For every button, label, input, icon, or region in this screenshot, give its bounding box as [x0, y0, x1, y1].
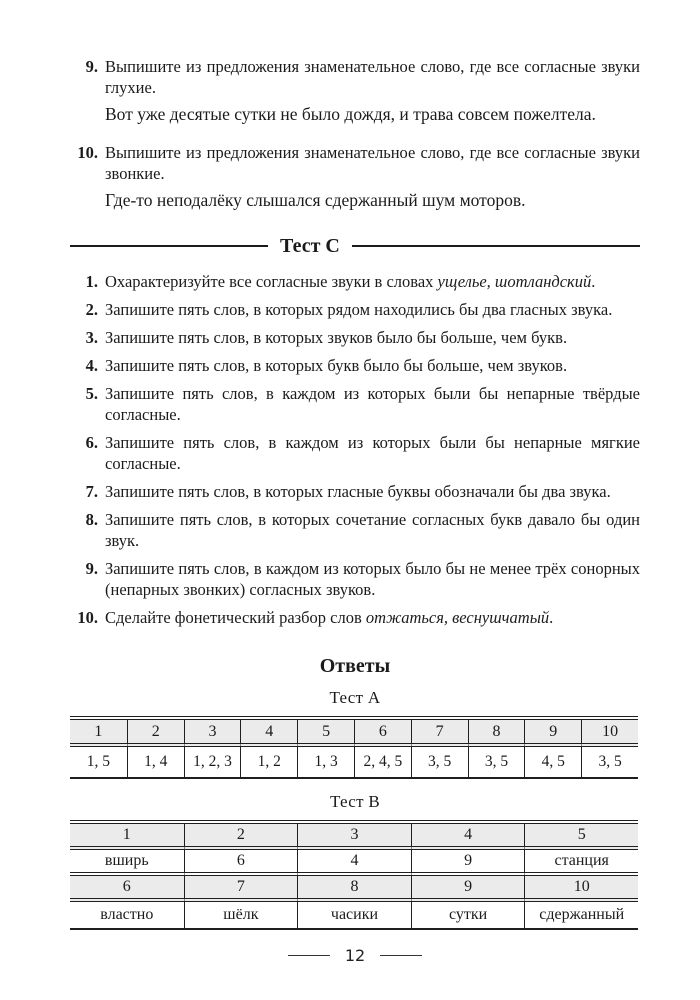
table-cell: 3, 5	[411, 747, 468, 777]
question-text: Запишите пять слов, в каждом из которых было бы не менее трёх сонорных (непарных звонких) согласных звуков.	[105, 559, 640, 599]
table-header-row	[70, 876, 638, 902]
table-cell: 1, 5	[86, 753, 111, 770]
table-header-cell: 2	[127, 720, 184, 747]
table-cell: 1, 4	[127, 747, 184, 777]
item-number: 2.	[85, 300, 98, 319]
table-header-cell: 6	[354, 720, 411, 747]
table-cell: 1, 2, 3	[184, 747, 241, 777]
item-number: 10.	[77, 143, 98, 162]
table-header-cell: 1	[70, 824, 184, 850]
table-cell: 4	[297, 850, 411, 876]
page-number: 12	[344, 946, 366, 965]
table-header-row	[70, 720, 638, 747]
table-cell: вширь	[70, 850, 184, 876]
table-header-cell: 8	[297, 876, 411, 902]
item-number: 10.	[77, 608, 98, 627]
item-number: 7.	[85, 482, 98, 501]
table-cell: шёлк	[184, 902, 298, 928]
table-header-cell: 9	[524, 720, 581, 747]
heading-rule-right	[352, 245, 640, 247]
section-title: Тест С	[280, 235, 340, 257]
intro-questions	[70, 56, 640, 212]
table-header-cell: 8	[468, 720, 525, 747]
test-c-item-6	[70, 432, 640, 474]
item-number: 6.	[85, 433, 98, 452]
question-text-suffix: .	[591, 272, 596, 291]
table-header-cell: 10	[581, 720, 638, 747]
table-cell: 1, 2	[240, 747, 297, 777]
table-cell: 6	[184, 850, 298, 876]
example-sentence: Вот уже десятые сутки не было дождя, и трава совсем пожелтела.	[105, 104, 596, 124]
answers-table-test-b	[70, 820, 638, 930]
item-number: 9.	[85, 559, 98, 578]
table-header-cell: 4	[411, 824, 525, 850]
question-text: Запишите пять слов, в которых рядом находились бы два гласных звука.	[105, 300, 613, 319]
question-text: Запишите пять слов, в которых гласные буквы обозначали бы два звука.	[105, 482, 611, 501]
question-text-part: Сделайте фонетический разбор слов	[105, 608, 366, 627]
test-c-item-3	[70, 327, 640, 348]
table-cell: 4, 5	[524, 747, 581, 777]
test-c-item-2	[70, 299, 640, 320]
item-number: 5.	[85, 384, 98, 403]
table-header-cell: 1	[70, 720, 127, 747]
table-cell: 9	[411, 850, 525, 876]
example-sentence: Где-то неподалёку слышался сдержанный шум моторов.	[105, 190, 526, 210]
table-header-cell: 7	[184, 876, 298, 902]
test-c-item-5	[70, 383, 640, 425]
table-header-cell: 2	[184, 824, 298, 850]
item-number: 4.	[85, 356, 98, 375]
question-text-suffix: .	[549, 608, 554, 627]
table-header-cell: 5	[524, 824, 638, 850]
table-row	[70, 902, 638, 928]
table-header-cell: 5	[297, 720, 354, 747]
question-text: Запишите пять слов, в каждом из которых были бы непарные твёрдые согласные.	[105, 384, 640, 424]
test-c-item-1	[70, 271, 640, 292]
footer-rule-right	[380, 955, 422, 957]
question-text: Запишите пять слов, в которых букв было бы больше, чем звуков.	[105, 356, 568, 375]
heading-rule-left	[70, 245, 268, 247]
test-c-item-10	[70, 607, 640, 628]
question-text: Запишите пять слов, в которых звуков было бы больше, чем букв.	[105, 328, 568, 347]
table-cell: 1, 3	[297, 747, 354, 777]
question-text	[105, 607, 640, 628]
table-header-row	[70, 824, 638, 850]
table-header-cell: 3	[184, 720, 241, 747]
footer-rule-left	[288, 955, 330, 957]
table-cell: 3, 5	[468, 747, 525, 777]
question-text-italic: ущелье, шотландский	[437, 272, 592, 291]
question-text-italic: отжаться, веснушчатый	[365, 608, 550, 627]
table-header-cell: 6	[70, 876, 184, 902]
question-item-10	[70, 142, 640, 212]
test-c-item-8	[70, 509, 640, 551]
table-cell: властно	[100, 906, 154, 923]
item-number: 9.	[85, 57, 98, 76]
table-cell: сутки	[411, 902, 525, 928]
table-cell: сдержанный	[524, 902, 638, 928]
table-row	[70, 747, 638, 777]
question-text: Запишите пять слов, в каждом из которых были бы непарные мягкие согласные.	[105, 433, 640, 473]
table-header-cell: 9	[411, 876, 525, 902]
table-cell: часики	[297, 902, 411, 928]
question-text	[105, 271, 640, 292]
question-text: Запишите пять слов, в которых сочетание согласных букв давало бы один звук.	[105, 510, 640, 550]
test-c-questions	[70, 271, 640, 628]
test-b-caption: Тест В	[329, 792, 381, 811]
item-number: 8.	[85, 510, 98, 529]
question-text: Выпишите из предложения знаменательное слово, где все согласные звуки звонкие.	[105, 143, 640, 183]
table-cell: 3, 5	[581, 747, 638, 777]
table-row	[70, 850, 638, 876]
answers-table-test-a	[70, 716, 638, 779]
table-header-cell: 4	[240, 720, 297, 747]
table-cell: 2, 4, 5	[354, 747, 411, 777]
table-header-cell: 10	[524, 876, 638, 902]
test-c-item-9	[70, 558, 640, 600]
item-number: 3.	[85, 328, 98, 347]
test-c-item-4	[70, 355, 640, 376]
item-number: 1.	[85, 272, 98, 291]
answers-heading: Ответы	[319, 655, 391, 677]
question-item-9	[70, 56, 640, 126]
table-header-cell: 7	[411, 720, 468, 747]
test-a-caption: Тест А	[329, 688, 381, 707]
test-c-heading	[70, 234, 640, 258]
table-header-cell: 3	[297, 824, 411, 850]
table-cell: станция	[524, 850, 638, 876]
test-c-item-7	[70, 481, 640, 502]
question-text: Выпишите из предложения знаменательное слово, где все согласные звуки глухие.	[105, 57, 640, 97]
page-footer	[70, 946, 640, 965]
question-text-part: Охарактеризуйте все согласные звуки в словах	[105, 272, 438, 291]
